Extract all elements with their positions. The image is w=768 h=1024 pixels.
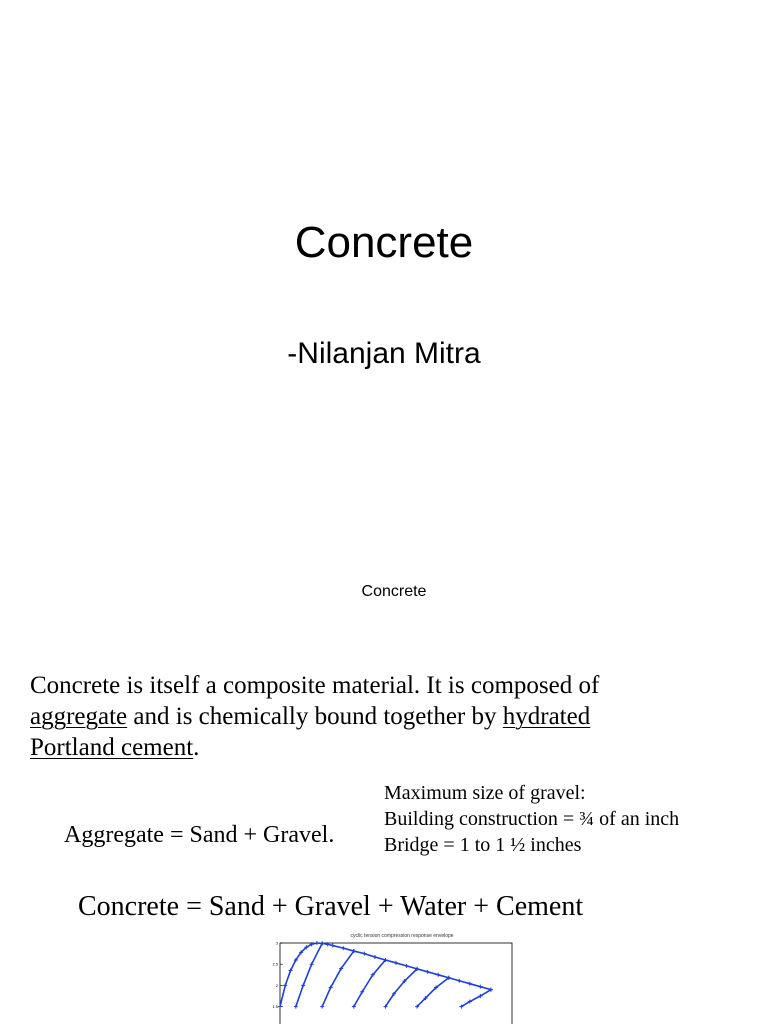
data-point-marker	[294, 1005, 298, 1009]
y-tick-label: 2.5	[272, 961, 278, 967]
gravel-note-line-1: Maximum size of gravel:	[384, 782, 586, 804]
author-name: -Nilanjan Mitra	[287, 337, 481, 370]
intro-line-1	[30, 670, 599, 701]
slide-heading: Concrete	[361, 583, 427, 600]
y-tick-label: 2	[275, 982, 278, 988]
unloading-branch	[385, 969, 417, 1007]
unloading-branch	[417, 978, 449, 1007]
data-point-marker	[478, 985, 482, 989]
intro-text-3: .	[193, 734, 200, 761]
chart-title: cyclic tension compression response envelope	[350, 933, 454, 939]
gravel-size-note	[384, 780, 679, 858]
intro-text-2: and is chemically bound together by	[127, 703, 503, 730]
data-point-marker	[394, 961, 398, 965]
unloading-branch	[461, 990, 491, 1007]
data-point-marker	[457, 979, 461, 983]
data-point-marker	[405, 964, 409, 968]
gravel-note-line-3: Bridge = 1 to 1 ½ inches	[384, 834, 582, 856]
plot-frame	[280, 943, 512, 1024]
aggregate-link[interactable]: aggregate	[30, 703, 128, 730]
slide-title: Concrete	[294, 218, 474, 267]
unloading-branch	[322, 951, 354, 1007]
chart-svg	[250, 930, 530, 1024]
unloading-branch	[354, 960, 386, 1007]
data-point-marker	[341, 946, 345, 950]
data-point-marker	[283, 983, 287, 987]
intro-paragraph	[30, 670, 599, 763]
portland-cement-link[interactable]: Portland cement	[30, 734, 194, 761]
response-envelope-chart	[250, 930, 530, 1024]
data-point-marker	[315, 941, 319, 945]
intro-line-2	[30, 701, 599, 732]
data-point-marker	[468, 982, 472, 986]
data-point-marker	[331, 944, 335, 948]
data-point-marker	[278, 1005, 282, 1009]
y-tick-label: 1.5	[272, 1004, 278, 1010]
y-tick-label: 3	[275, 940, 278, 946]
hydrated-link[interactable]: hydrated	[502, 703, 591, 730]
data-point-marker	[426, 970, 430, 974]
intro-line-3	[30, 732, 599, 763]
concrete-equation: Concrete = Sand + Gravel + Water + Cement	[78, 891, 584, 922]
envelope-curve	[280, 943, 491, 1007]
gravel-note-line-2: Building construction = ¾ of an inch	[384, 808, 680, 830]
data-point-marker	[362, 952, 366, 956]
data-point-marker	[436, 973, 440, 977]
aggregate-equation: Aggregate = Sand + Gravel.	[64, 822, 335, 848]
data-point-marker	[373, 955, 377, 959]
intro-text-1: Concrete is itself a composite material. It is composed of	[30, 672, 600, 699]
